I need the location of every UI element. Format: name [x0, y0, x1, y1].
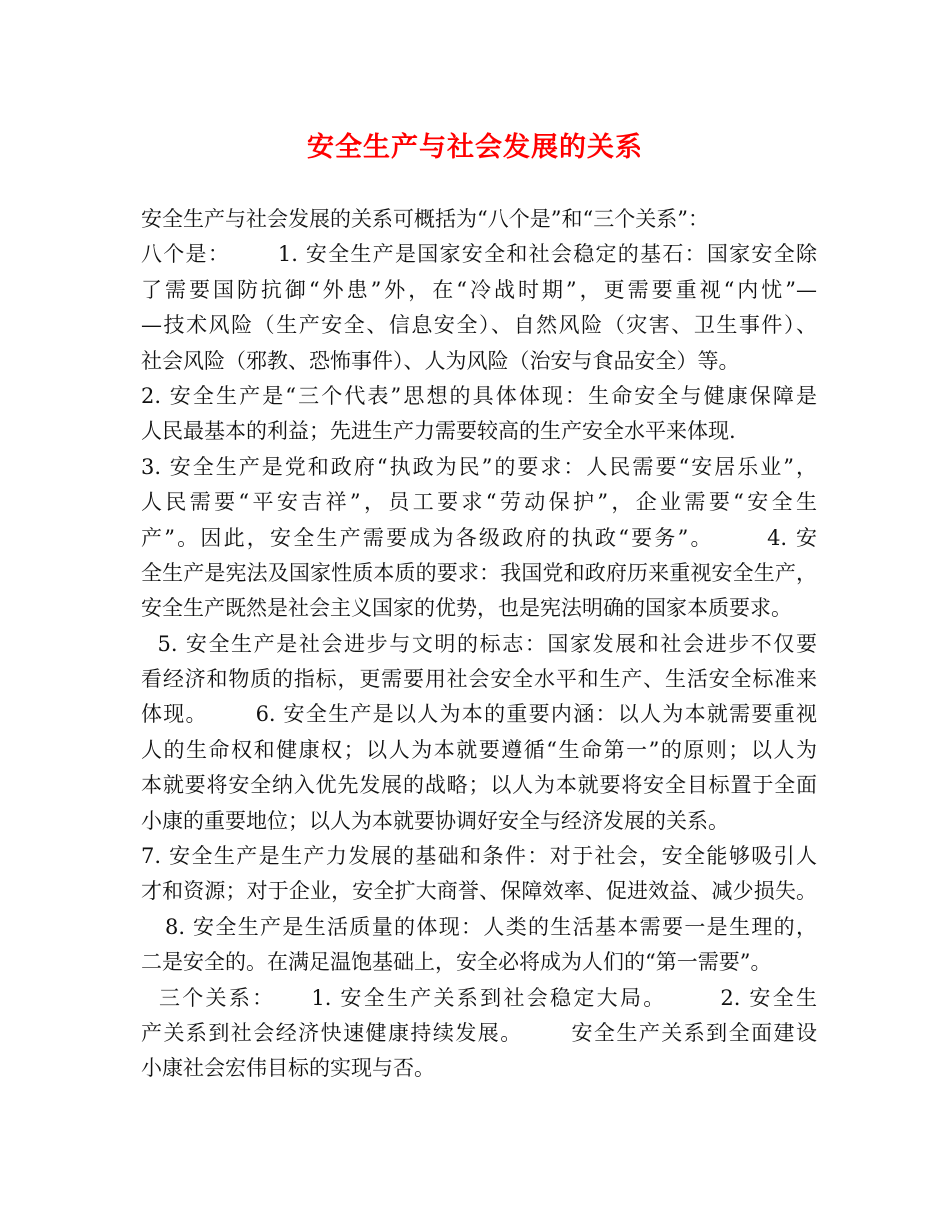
- body-line: 八个是： 1. 安全生产是国家安全和社会稳定的基石：国家安全除: [141, 242, 817, 267]
- body-line: 产”。因此，安全生产需要成为各级政府的执政“要务”。 4. 安: [141, 525, 817, 550]
- body-line: 体现。 6. 安全生产是以人为本的重要内涵：以人为本就需要重视: [141, 702, 817, 727]
- document-title: 安全生产与社会发展的关系: [307, 132, 643, 163]
- body-line: 安全生产与社会发展的关系可概括为“八个是”和“三个关系”：: [141, 207, 709, 231]
- body-line: 3. 安全生产是党和政府“执政为民”的要求：人民需要“安居乐业”，: [141, 454, 817, 479]
- body-line: 小康社会宏伟目标的实现与否。: [141, 1056, 435, 1081]
- body-line: 产关系到社会经济快速健康持续发展。 安全生产关系到全面建设: [141, 1020, 817, 1045]
- body-line: —技术风险（生产安全、信息安全）、自然风险（灾害、卫生事件）、: [141, 313, 817, 338]
- body-line: 安全生产既然是社会主义国家的优势，也是宪法明确的国家本质要求。: [141, 596, 792, 621]
- body-line: 人的生命权和健康权；以人为本就要遵循“生命第一”的原则；以人为: [141, 737, 817, 762]
- body-line: 人民需要“平安吉祥”，员工要求“劳动保护”，企业需要“安全生: [141, 490, 817, 515]
- body-line: 7. 安全生产是生产力发展的基础和条件：对于社会，安全能够吸引人: [141, 844, 817, 869]
- body-line: 5. 安全生产是社会进步与文明的标志：国家发展和社会进步不仅要: [141, 631, 817, 656]
- body-line: 才和资源；对于企业，安全扩大商誉、保障效率、促进效益、减少损失。: [141, 879, 817, 904]
- body-line: 了需要国防抗御“外患”外，在“冷战时期”，更需要重视“内忧”—: [141, 277, 817, 302]
- body-line: 二是安全的。在满足温饱基础上，安全必将成为人们的“第一需要”。: [141, 950, 772, 975]
- body-line: 社会风险（邪教、恐怖事件）、人为风险（治安与食品安全）等。: [141, 348, 740, 373]
- body-line: 本就要将安全纳入优先发展的战略；以人为本就要将安全目标置于全面: [141, 773, 817, 798]
- body-line: 8. 安全生产是生活质量的体现：人类的生活基本需要一是生理的，: [141, 914, 817, 939]
- body-line: 全生产是宪法及国家性质本质的要求：我国党和政府历来重视安全生产，: [141, 560, 817, 585]
- body-line: 2. 安全生产是“三个代表”思想的具体体现：生命安全与健康保障是: [141, 383, 817, 408]
- document-body: [141, 202, 817, 1087]
- body-line: 小康的重要地位；以人为本就要协调好安全与经济发展的关系。: [141, 808, 729, 833]
- body-line: 三个关系： 1. 安全生产关系到社会稳定大局。 2. 安全生: [141, 985, 817, 1010]
- body-line: 看经济和物质的指标，更需要用社会安全水平和生产、生活安全标准来: [141, 667, 817, 692]
- body-line: 人民最基本的利益；先进生产力需要较高的生产安全水平来体现.: [141, 419, 736, 444]
